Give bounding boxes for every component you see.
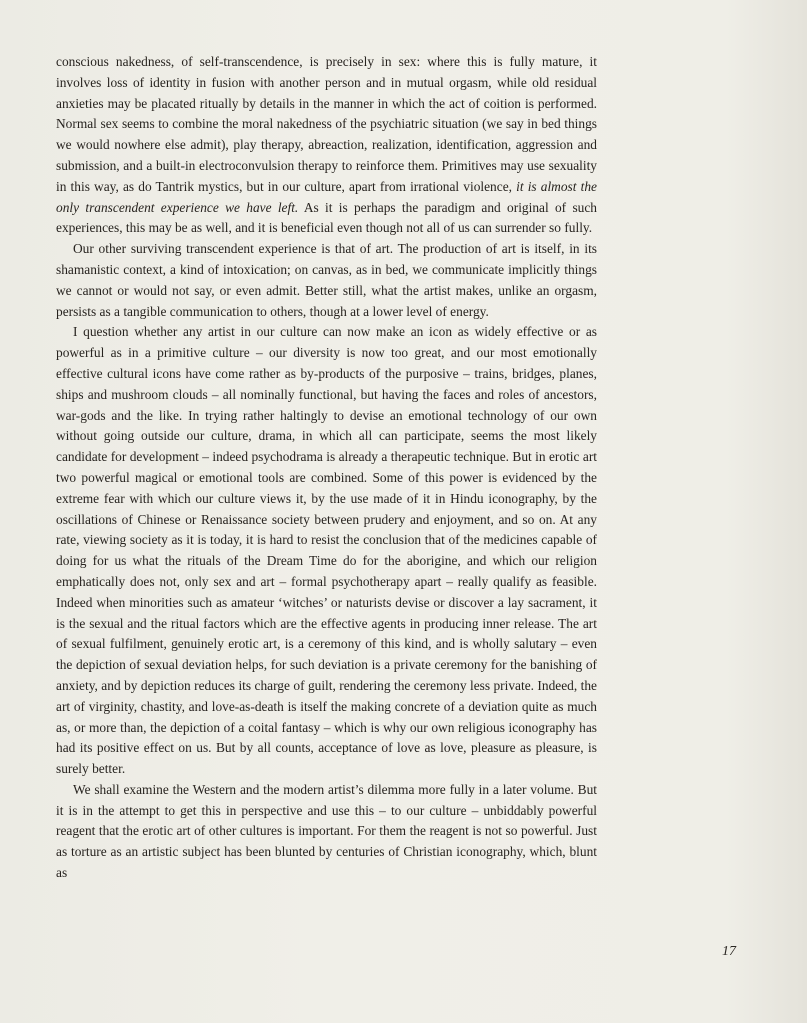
paragraph-1-emphasis: it is almost the only transcendent experience we have left. [56,178,597,215]
paragraph-4: We shall examine the Western and the modern artist’s dilemma more fully in a later volume. But it is in the attempt to get this in perspective and use this – to our culture – unbiddably powerful reagent that the erotic art of other cultures is important. For them the reagent is not so powerful. Just as torture as an artistic subject has been blunted by centuries of Christian iconography, which, blunt as [56,781,597,881]
paragraph-2: Our other surviving transcendent experience is that of art. The production of art is itself, in its shamanistic context, a kind of intoxication; on canvas, as in bed, we communicate implicitly things we cannot or would not say, or even admit. Better still, what the artist makes, unlike an orgasm, persists as a tangible communication to others, though at a lower level of energy. [56,241,597,319]
body-text [56,52,597,884]
page-number: 17 [722,944,736,959]
paragraph-1-text-after: As it is perhaps the paradigm and original of such experiences, this may be as well, and it is beneficial even though not all of us can surrender so fully. [56,199,597,236]
paragraph-3: I question whether any artist in our culture can now make an icon as widely effective or as powerful as in a primitive culture – our diversity is now too great, and our most emotionally effective cultural icons have come rather as by-products of the purposive – trains, bridges, planes, ships and mushroom clouds – all nominally functional, but having the faces and roles of ancestors, war-gods and the like. In trying rather haltingly to devise an emotional technology of our own without going outside our culture, drama, in which all can participate, seems the most likely candidate for development – indeed psychodrama is already a therapeutic technique. But in erotic art two powerful magical or emotional tools are combined. Some of this power is evidenced by the extreme fear with which our culture views it, by the use made of it in Hindu iconography, by the oscillations of Chinese or Renaissance society between prudery and enjoyment, and so on. At any rate, viewing society as it is today, it is hard to resist the conclusion that of the medicines capable of doing for us what the rituals of the Dream Time do for the aborigine, and which our religion emphatically does not, only sex and art – formal psychotherapy apart – really qualify as feasible. Indeed when minorities such as amateur ‘witches’ or naturists devise or discover a lay sacrament, it is the sexual and the ritual factors which are the effective agents in producing inner release. The art of sexual fulfilment, genuinely erotic art, is a ceremony of this kind, and is wholly salutary – even the depiction of sexual deviation helps, for such deviation is a private ceremony for the banishing of anxiety, and by depiction reduces its charge of guilt, rendering the ceremony less private. Indeed, the art of virginity, chastity, and love-as-death is itself the making concrete of a deviation quite as much as, or more than, the depiction of a coital fantasy – which is why our own religious iconography has had its positive effect on us. But by all counts, acceptance of love as love, pleasure as pleasure, is surely better. [56,324,597,777]
paragraph-1-text-before: conscious nakedness, of self-transcendence, is precisely in sex: where this is fully mature, it involves loss of identity in fusion with another person and in mutual orgasm, while old residual anxieties may be placated ritually by details in the manner in which the act of coition is performed. Normal sex seems to combine the moral nakedness of the psychiatric situation (we say in bed things we would nowhere else admit), play therapy, abreaction, realization, identification, aggression and submission, and a built-in electroconvulsion therapy to reinforce them. Primitives may use sexuality in this way, as do Tantrik mystics, but in our culture, apart from irrational violence, [56,54,597,194]
paragraph-1 [56,52,597,239]
